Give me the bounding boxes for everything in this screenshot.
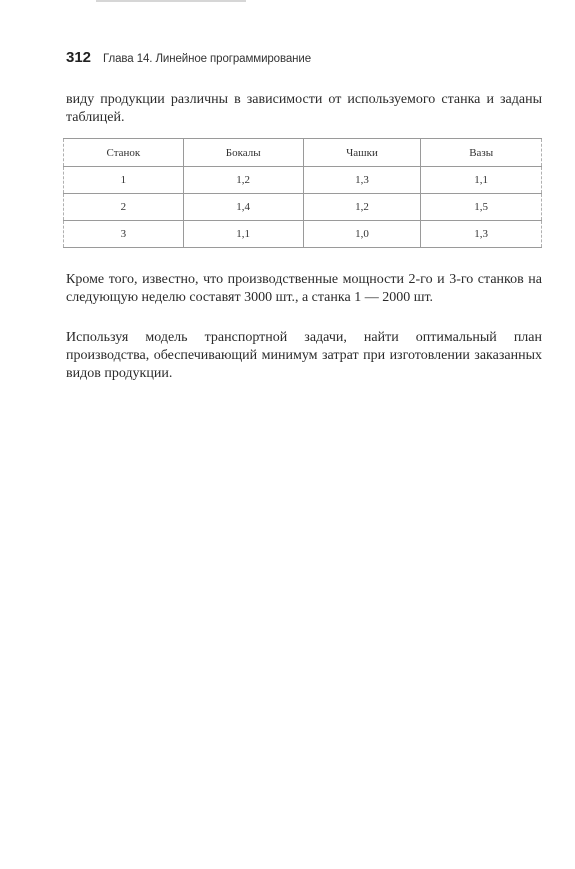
table-cell: 1,3 (303, 167, 421, 194)
capacity-paragraph: Кроме того, известно, что производственные мощности 2-го и 3-го станков на следующую неделю составят 3000 шт., а станка 1 — 2000 шт. (66, 272, 542, 305)
table-cell: 1,3 (421, 221, 542, 248)
table-header-row (64, 139, 542, 167)
column-header-vases: Вазы (421, 139, 542, 167)
column-header-cups: Чашки (303, 139, 421, 167)
cost-table (63, 138, 542, 248)
column-header-machine: Станок (64, 139, 184, 167)
table-row (64, 194, 542, 221)
page-number: 312 (66, 49, 92, 66)
table-cell: 1,1 (421, 167, 542, 194)
table-cell: 1,0 (303, 221, 421, 248)
table-cell: 1,4 (183, 194, 303, 221)
table-row (64, 167, 542, 194)
table-cell: 1,2 (303, 194, 421, 221)
table-cell: 1,1 (183, 221, 303, 248)
task-paragraph: Используя модель транспортной задачи, найти оптимальный план производства, обеспечивающий минимум затрат при изготовлении заказанных видов продукции. (66, 330, 542, 381)
table-cell: 1,2 (183, 167, 303, 194)
table-cell: 2 (64, 194, 184, 221)
running-header (66, 49, 311, 66)
table-cell: 1 (64, 167, 184, 194)
intro-paragraph: виду продукции различны в зависимости от используемого станка и заданы таблицей. (66, 92, 542, 125)
top-rule (96, 0, 246, 2)
table-row (64, 221, 542, 248)
table-cell: 1,5 (421, 194, 542, 221)
chapter-title: Глава 14. Линейное программирование (103, 53, 312, 65)
table-cell: 3 (64, 221, 184, 248)
column-header-glasses: Бокалы (183, 139, 303, 167)
